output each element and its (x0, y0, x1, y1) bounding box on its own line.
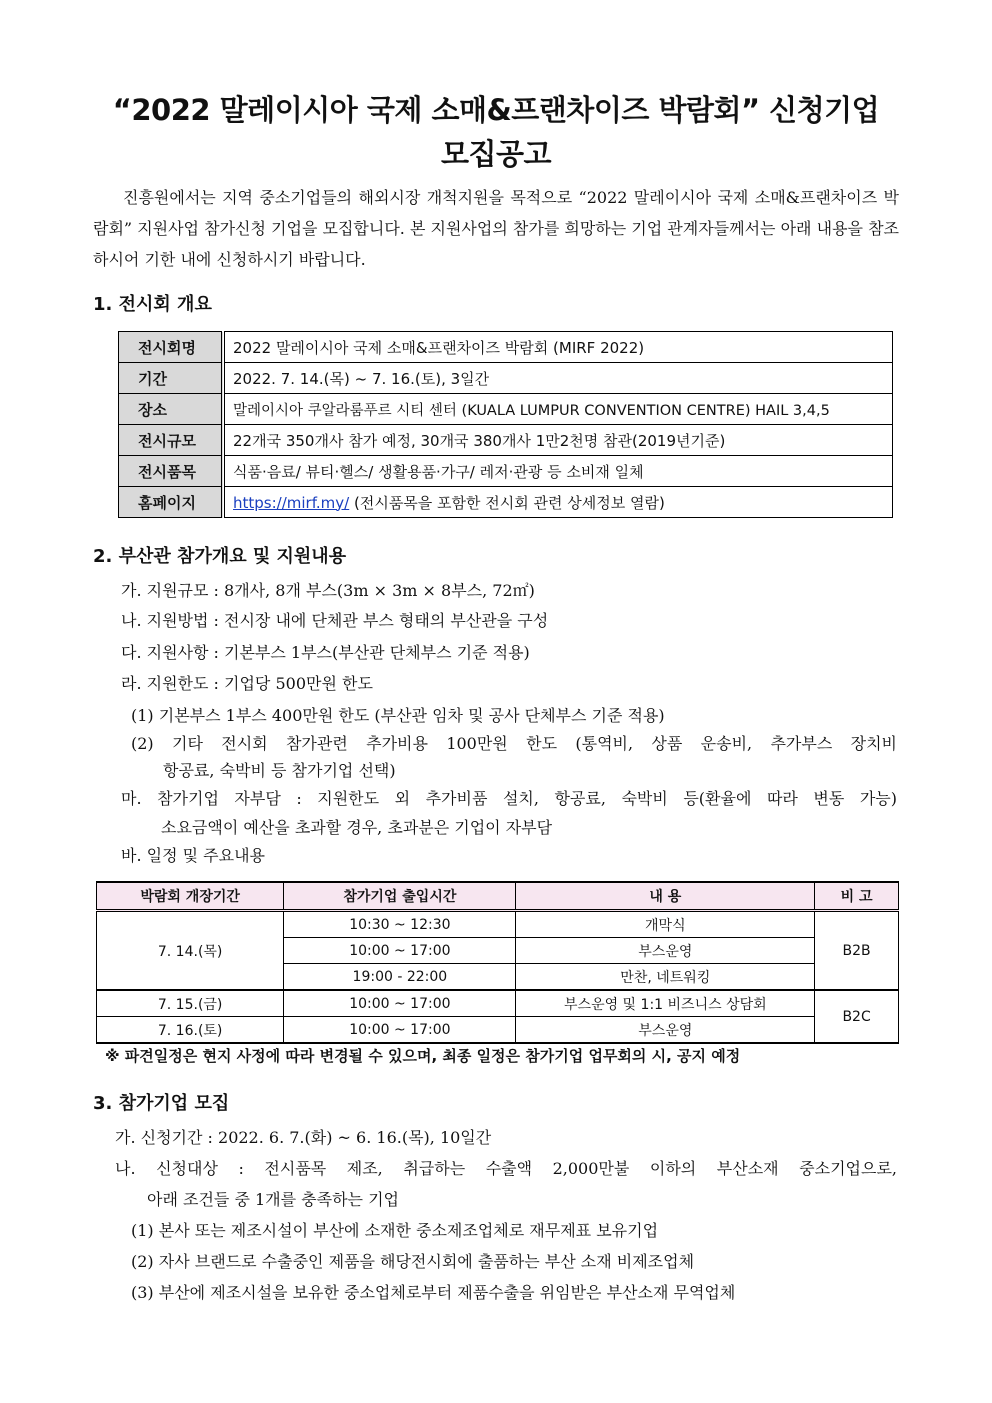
content-cell: 부스운영 및 1:1 비즈니스 상담회 (516, 990, 815, 1017)
s2-item-ma-cont: 소요금액이 예산을 초과할 경우, 초과분은 기업이 자부담 (161, 818, 553, 837)
overview-row (119, 456, 893, 487)
content-cell: 부스운영 (516, 938, 815, 964)
s2-item-ma: 마. 참가기업 자부담 : 지원한도 외 추가비품 설치, 항공료, 숙박비 등(환율에 따라 변동 가능) (121, 789, 897, 808)
overview-row (119, 394, 893, 425)
time-cell: 10:00 ~ 17:00 (284, 990, 516, 1017)
s2-item-da: 다. 지원사항 : 기본부스 1부스(부산관 단체부스 기준 적용) (121, 643, 530, 662)
overview-value (223, 487, 893, 518)
time-cell: 10:00 ~ 17:00 (284, 938, 516, 964)
content-cell: 부스운영 (516, 1017, 815, 1044)
s2-sub-1: (1) 기본부스 1부스 400만원 한도 (부산관 임차 및 공사 단체부스 기준 적용) (131, 706, 665, 725)
overview-row (119, 363, 893, 394)
s3-sub-1: (1) 본사 또는 제조시설이 부산에 소재한 중소제조업체로 재무제표 보유기업 (131, 1221, 659, 1240)
title-line-1: “2022 말레이시아 국제 소매&프랜차이즈 박람회” 신청기업 (112, 93, 880, 127)
s3-item-na: 나. 신청대상 : 전시품목 제조, 취급하는 수출액 2,000만불 이하의 부산소재 중소기업으로, (115, 1159, 897, 1178)
overview-table (118, 331, 893, 518)
s3-sub-3: (3) 부산에 제조시설을 보유한 중소업체로부터 제품수출을 위임받은 부산소재 무역업체 (131, 1283, 736, 1302)
s3-item-ga: 가. 신청기간 : 2022. 6. 7.(화) ~ 6. 16.(목), 10일간 (115, 1128, 492, 1147)
s3-item-na-cont: 아래 조건들 중 1개를 충족하는 기업 (147, 1190, 399, 1209)
time-cell: 10:00 ~ 17:00 (284, 1017, 516, 1044)
schedule-table (96, 881, 899, 1044)
s2-item-na: 나. 지원방법 : 전시장 내에 단체관 부스 형태의 부산관을 구성 (121, 611, 549, 630)
overview-key: 전시규모 (119, 425, 224, 456)
note-cell: B2B (815, 911, 899, 991)
day-cell: 7. 15.(금) (97, 990, 284, 1017)
content-cell: 개막식 (516, 911, 815, 938)
s3-sub-2: (2) 자사 브랜드로 수출중인 제품을 해당전시회에 출품하는 부산 소재 비제조업체 (131, 1252, 695, 1271)
intro-paragraph (93, 182, 899, 275)
overview-key: 전시품목 (119, 456, 224, 487)
section-1-heading: 1. 전시회 개요 (93, 294, 212, 315)
col-header-period: 박람회 개장기간 (97, 882, 284, 911)
content-cell: 만찬, 네트워킹 (516, 964, 815, 991)
homepage-desc: (전시품목을 포함한 전시회 관련 상세정보 열람) (349, 493, 665, 512)
homepage-link[interactable]: https://mirf.my/ (233, 493, 350, 512)
title-line-2: 모집공고 (440, 137, 552, 171)
section-3-heading: 3. 참가기업 모집 (93, 1093, 230, 1114)
overview-value: 식품·음료/ 뷰티·헬스/ 생활용품·가구/ 레저·관광 등 소비재 일체 (223, 456, 893, 487)
intro-text: 진흥원에서는 지역 중소기업들의 해외시장 개척지원을 목적으로 “2022 말레이시아 국제 소매&프랜차이즈 박람회” 지원사업 참가신청 기업을 모집합니다. 본 지원사업의 참가를 희망하는 기업 관계자들께서는 아래 내용을 참조하시어 기한 내에 신청하시기 바랍니다. (93, 188, 899, 269)
overview-key: 전시회명 (119, 332, 224, 363)
day-cell: 7. 16.(토) (97, 1017, 284, 1044)
overview-value: 2022. 7. 14.(목) ~ 7. 16.(토), 3일간 (223, 363, 893, 394)
overview-value: 말레이시아 쿠알라룸푸르 시티 센터 (KUALA LUMPUR CONVENTION CENTRE) HAIL 3,4,5 (223, 394, 893, 425)
time-cell: 19:00 - 22:00 (284, 964, 516, 991)
table-row (97, 911, 899, 938)
overview-key: 장소 (119, 394, 224, 425)
overview-row (119, 425, 893, 456)
overview-row (119, 487, 893, 518)
col-header-time: 참가기업 출입시간 (284, 882, 516, 911)
s2-item-ga: 가. 지원규모 : 8개사, 8개 부스(3m × 3m × 8부스, 72㎡) (121, 581, 535, 600)
overview-value: 22개국 350개사 참가 예정, 30개국 380개사 1만2천명 참관(2019년기준) (223, 425, 893, 456)
page-title (60, 88, 932, 176)
s2-item-ba: 바. 일정 및 주요내용 (121, 846, 265, 865)
overview-row (119, 332, 893, 363)
overview-value: 2022 말레이시아 국제 소매&프랜차이즈 박람회 (MIRF 2022) (223, 332, 893, 363)
overview-key: 기간 (119, 363, 224, 394)
s2-sub-2: (2) 기타 전시회 참가관련 추가비용 100만원 한도 (통역비, 상품 운송비, 추가부스 장치비 (131, 734, 897, 753)
overview-key: 홈페이지 (119, 487, 224, 518)
schedule-note: ※ 파견일정은 현지 사정에 따라 변경될 수 있으며, 최종 일정은 참가기업 업무회의 시, 공지 예정 (105, 1047, 741, 1065)
table-row (97, 990, 899, 1017)
table-row (97, 1017, 899, 1044)
time-cell: 10:30 ~ 12:30 (284, 911, 516, 938)
s2-sub-2-cont: 항공료, 숙박비 등 참가기업 선택) (163, 761, 396, 780)
day-cell: 7. 14.(목) (97, 911, 284, 991)
schedule-header-row (97, 882, 899, 911)
section-2-heading: 2. 부산관 참가개요 및 지원내용 (93, 546, 347, 567)
s2-item-ra: 라. 지원한도 : 기업당 500만원 한도 (121, 674, 373, 693)
note-cell: B2C (815, 990, 899, 1043)
col-header-content: 내 용 (516, 882, 815, 911)
col-header-note: 비 고 (815, 882, 899, 911)
